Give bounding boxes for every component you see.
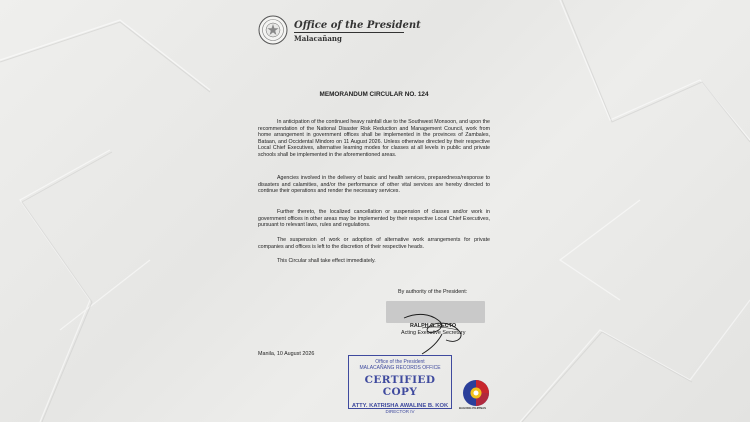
memo-paragraph: Further thereto, the localized cancellation or suspension of classes and/or work in government offices in other areas may be implemented by their respective Local Chief Executives, pursuant to relevant laws, rules and regulations. <box>258 209 490 229</box>
memo-heading: MEMORANDUM CIRCULAR NO. 124 <box>319 91 429 98</box>
signatory-name: RALPH G. RECTO <box>410 323 457 329</box>
memo-paragraph: This Circular shall take effect immediately. <box>277 258 376 264</box>
memo-paragraph: In anticipation of the continued heavy rainfall due to the Southwest Monsoon, and upon the recommendation of the National Disaster Risk Reduction and Management Council, work from home arrangement in government offices shall be implemented in the provinces of Zambales, Bataan, and Occidental Mindoro on 11 August 2026. Unless otherwise directed by their respective Local Chief Executives, alternative learning modes for classes at all levels in public and private schools shall be implemented in the aforementioned areas. <box>258 119 490 158</box>
memo-paragraph: Agencies involved in the delivery of basic and health services, preparedness/response to disasters and calamities, and/or the performance of other vital services are hereby directed to continue their operations and render the necessary services. <box>258 175 490 195</box>
stamp-office: Office of the President <box>375 359 425 365</box>
bagong-pilipinas-logo-icon <box>461 378 491 408</box>
stamp-records-office: MALACAÑANG RECORDS OFFICE <box>359 365 441 371</box>
stamp-title: CERTIFIED COPY <box>364 374 436 398</box>
presidential-seal-icon <box>258 15 288 45</box>
signature-scribble-icon <box>398 310 478 356</box>
signatory-title: Acting Executive Secretary <box>401 330 466 336</box>
memo-paragraph: The suspension of work or adoption of alternative work arrangements for private companies and offices is left to the discretion of their respective heads. <box>258 237 490 250</box>
stamp-position: DIRECTOR IV <box>385 409 415 414</box>
office-title: Office of the President <box>294 20 421 31</box>
certified-copy-stamp <box>348 355 452 414</box>
office-subtitle: Malacañang <box>294 34 342 43</box>
place-date: Manila, 10 August 2026 <box>258 351 315 357</box>
logo-text: BAGONG PILIPINAS <box>459 406 487 410</box>
memorandum-document <box>258 10 490 416</box>
stamp-signatory: ATTY. KATRISHA AWALINE B. KOK <box>351 403 449 409</box>
authority-line: By authority of the President: <box>398 289 468 295</box>
